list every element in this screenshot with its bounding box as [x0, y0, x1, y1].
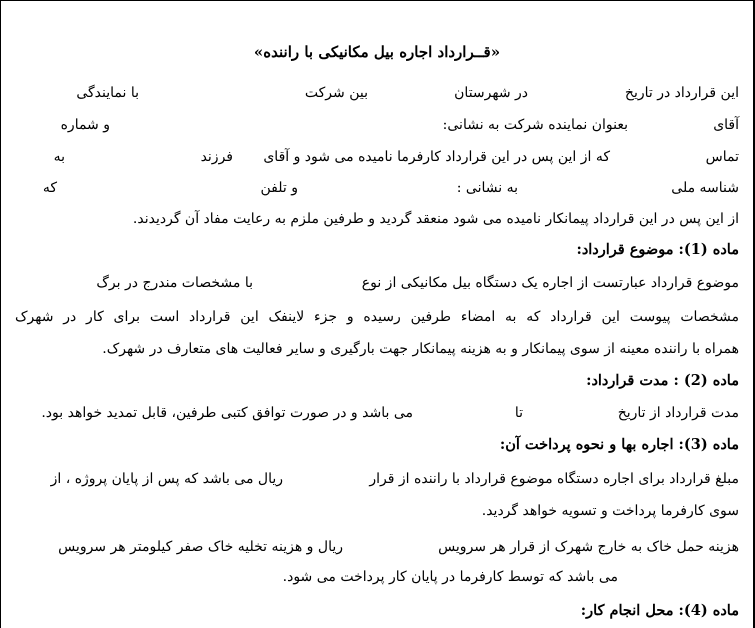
- body-text: می باشد و در صورت توافق کتبی طرفین، قابل تمدید خواهد بود.: [41, 405, 413, 421]
- body-text: تا: [514, 405, 523, 421]
- article-1-line-3: [1, 337, 753, 361]
- body-text: مشخصات پیوست این قرارداد که به امضاء طرفین رسیده و جزء لاینفک این قرارداد است برای کار در شهرک: [15, 309, 739, 325]
- intro-text: و تلفن: [260, 180, 298, 196]
- body-text: مبلغ قرارداد برای اجاره دستگاه موضوع قرارداد با راننده از قرار: [369, 471, 739, 487]
- intro-text: و شماره: [60, 117, 110, 133]
- intro-text: به: [53, 149, 65, 165]
- intro-text: که از این پس در این قرارداد کارفرما نامیده می شود و آقای: [263, 149, 610, 165]
- intro-line-1: [1, 81, 753, 105]
- article-3-line-4: [1, 565, 753, 589]
- heading-text: ماده (3): اجاره بها و نحوه پرداخت آن:: [499, 436, 739, 453]
- article-4-heading: [1, 599, 753, 623]
- article-1-line-1: [1, 271, 753, 295]
- article-1-line-2: [1, 305, 753, 329]
- intro-text: شناسه ملی: [671, 180, 739, 196]
- intro-text: فرزند: [200, 149, 233, 165]
- intro-line-3: [1, 145, 753, 169]
- heading-text: ماده (1): موضوع قرارداد:: [576, 241, 739, 258]
- intro-text: در شهرستان: [454, 85, 528, 101]
- intro-text: بعنوان نماینده شرکت به نشانی:: [442, 117, 628, 133]
- intro-text: به نشانی :: [456, 180, 518, 196]
- article-1-heading: [1, 238, 753, 262]
- body-text: سوی کارفرما پرداخت و تسویه خواهد گردید.: [481, 503, 739, 519]
- body-text: می باشد که توسط کارفرما در پایان کار پرداخت می شود.: [282, 569, 618, 585]
- article-3-heading: [1, 433, 753, 457]
- intro-text: این قرارداد در تاریخ: [624, 85, 739, 101]
- article-2-heading: [1, 369, 753, 393]
- body-text: همراه با راننده معینه از سوی پیمانکار و به هزینه پیمانکار جهت بارگیری و سایر فعالیت های متعارف در شهرک.: [102, 341, 739, 357]
- body-text: موضوع قرارداد عبارتست از اجاره یک دستگاه بیل مکانیکی از نوع: [361, 275, 739, 291]
- heading-text: ماده (4): محل انجام کار:: [580, 602, 739, 619]
- article-3-line-1: [1, 467, 753, 491]
- intro-line-4: [1, 176, 753, 200]
- intro-text: آقای: [713, 117, 739, 133]
- article-3-line-2: [1, 499, 753, 523]
- body-text: با مشخصات مندرج در برگ: [96, 275, 253, 291]
- intro-text: با نمایندگی: [76, 85, 139, 101]
- heading-text: ماده (2) : مدت قرارداد:: [586, 372, 739, 389]
- intro-line-5: [1, 207, 753, 231]
- intro-text: بین شرکت: [304, 85, 368, 101]
- intro-text: که: [42, 180, 57, 196]
- article-3-line-3: [1, 535, 753, 559]
- contract-title: «قــرارداد اجاره بیل مکانیکی با راننده»: [253, 43, 501, 61]
- body-text: مدت قرارداد از تاریخ: [617, 405, 739, 421]
- body-text: ریال و هزینه تخلیه خاک صفر کیلومتر هر سرویس: [58, 539, 343, 555]
- body-text: هزینه حمل خاک به خارج شهرک از قرار هر سرویس: [438, 539, 739, 555]
- article-2-line-1: [1, 401, 753, 425]
- intro-line-2: [1, 113, 753, 137]
- intro-text: تماس: [705, 149, 739, 165]
- intro-text: از این پس در این قرارداد پیمانکار نامیده می شود منعقد گردید و طرفین ملزم به رعایت مفاد آن گردیدند.: [132, 211, 739, 227]
- body-text: ریال می باشد که پس از پایان پروژه ، از: [50, 471, 283, 487]
